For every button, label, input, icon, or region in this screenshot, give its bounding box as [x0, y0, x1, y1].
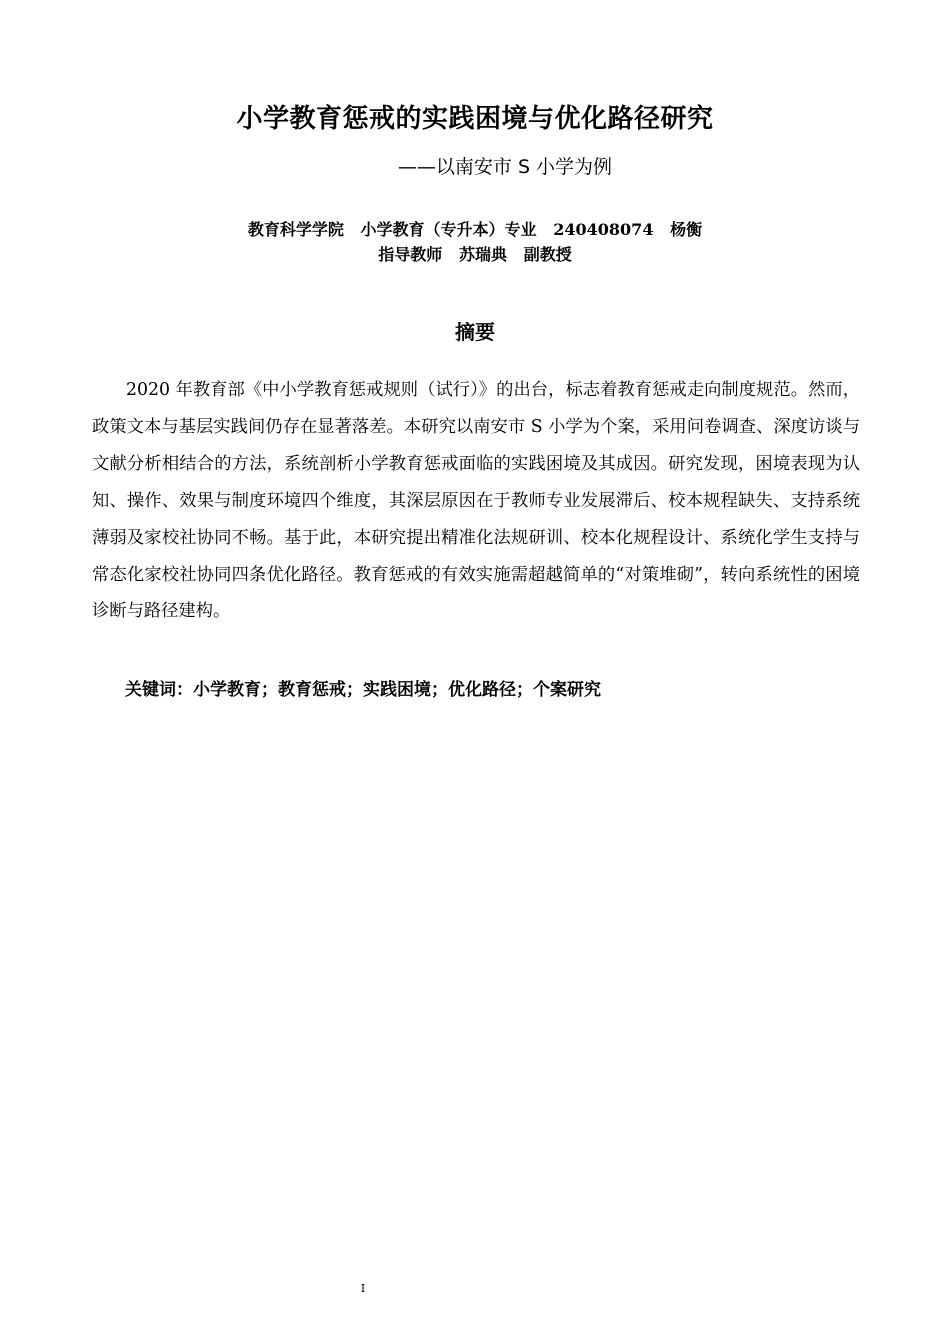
advisor-info: 指导教师 苏瑞典 副教授 — [378, 245, 572, 264]
author-info: 教育科学学院 小学教育（专升本）专业 240408074 杨衡 — [247, 220, 703, 239]
page-number: I — [360, 1282, 366, 1295]
keywords: 关键词：小学教育；教育惩戒；实践困境；优化路径；个案研究 — [125, 680, 601, 700]
paper-title: 小学教育惩戒的实践困境与优化路径研究 — [236, 104, 714, 134]
abstract-body: 2020 年教育部《中小学教育惩戒规则（试行）》的出台，标志着教育惩戒走向制度规范。然而，政策文本与基层实践间仍存在显著落差。本研究以南安市 S 小学为个案，采用问卷调查、深度访谈与文献分析相结合的方法，系统剖析小学教育惩戒面临的实践困境及其成因。研究发现，困境表现为认知、操作、效果与制度环境四个维度，其深层原因在于教师专业发展滞后、校本规程缺失、支持系统薄弱及家校社协同不畅。基于此，本研究提出精准化法规研训、校本化规程设计、系统化学生支持与常态化家校社协同四条优化路径。教育惩戒的有效实施需超越简单的“对策堆砌”，转向系统性的困境诊断与路径建构。 — [92, 380, 860, 622]
paper-subtitle: ——以南安市 S 小学为例 — [397, 156, 613, 178]
abstract-heading: 摘要 — [455, 320, 495, 344]
